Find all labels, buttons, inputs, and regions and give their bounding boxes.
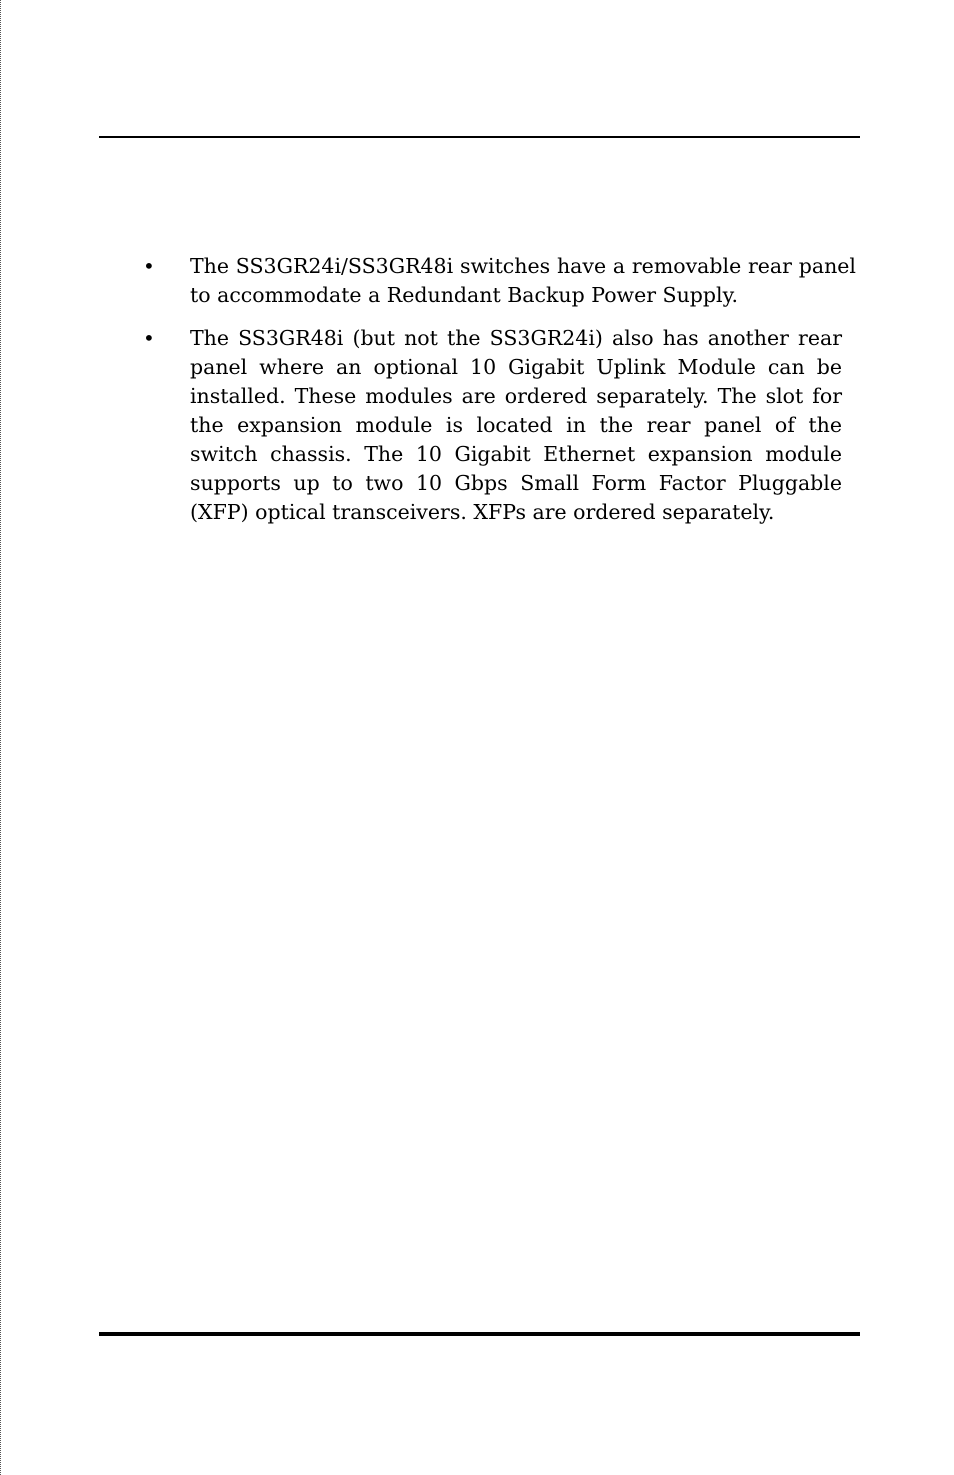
bullet-icon: • — [143, 326, 155, 350]
bullet-text: The SS3GR48i (but not the SS3GR24i) also has another rear panel where an optional 10 Gigabit Uplink Module can be installed. These modules are ordered separately. The slot for the expansion module is located in the rear panel of the switch chassis. The 10 Gigabit Ethernet expansion module supports up to two 10 Gbps Small Form Factor Pluggable (XFP) optical transceivers. XFPs are ordered separately. — [190, 326, 842, 524]
bullet-text: The SS3GR24i/SS3GR48i switches have a removable rear panel to accommodate a Redundant Backup Power Supply. — [190, 254, 856, 307]
header-rule — [99, 136, 860, 138]
list-item-rear-panel — [140, 252, 856, 310]
footer-rule — [99, 1332, 860, 1336]
bullet-list — [140, 252, 860, 527]
list-item-uplink-module — [140, 324, 842, 527]
bullet-icon: • — [143, 254, 155, 278]
page-left-edge — [0, 0, 1, 1475]
